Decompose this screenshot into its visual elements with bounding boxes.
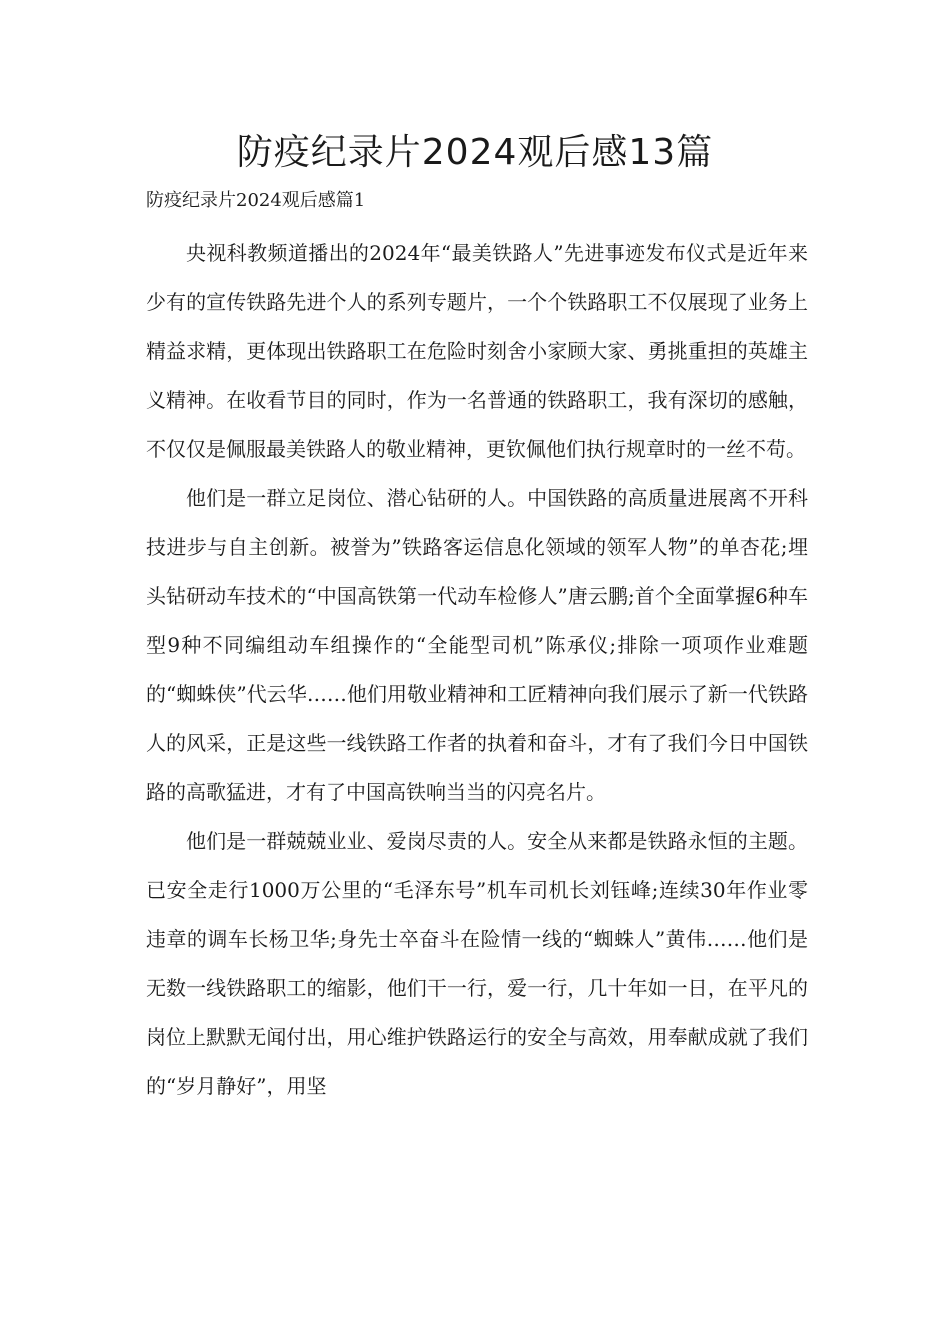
section-heading: 防疫纪录片2024观后感篇1 [146,190,366,211]
document-title: 防疫纪录片2024观后感13篇 [236,132,714,173]
paragraph: 他们是一群立足岗位、潜心钻研的人。中国铁路的高质量进展离不开科技进步与自主创新。被誉为”铁路客运信息化领域的领军人物”的单杏花;埋头钻研动车技术的“中国高铁第一代动车检修人”唐云鹏;首个全面掌握6种车型9种不同编组动车组操作的“全能型司机”陈承仪;排除一项项作业难题的“蜘蛛侠”代云华……他们用敬业精神和工匠精神向我们展示了新一代铁路人的风采，正是这些一线铁路工作者的执着和奋斗，才有了我们今日中国铁路的高歌猛进，才有了中国高铁响当当的闪亮名片。 [146,486,808,804]
paragraph: 他们是一群兢兢业业、爱岗尽责的人。安全从来都是铁路永恒的主题。已安全走行1000万公里的“毛泽东号”机车司机长刘钰峰;连续30年作业零违章的调车长杨卫华;身先士卒奋斗在险情一线的“蜘蛛人”黄伟……他们是无数一线铁路职工的缩影，他们干一行，爱一行，几十年如一日，在平凡的岗位上默默无闻付出，用心维护铁路运行的安全与高效，用奉献成就了我们的“岁月静好”，用坚 [146,829,808,1098]
document-body [146,229,808,1111]
paragraph: 央视科教频道播出的2024年“最美铁路人”先进事迹发布仪式是近年来少有的宣传铁路先进个人的系列专题片，一个个铁路职工不仅展现了业务上精益求精，更体现出铁路职工在危险时刻舍小家顾大家、勇挑重担的英雄主义精神。在收看节目的同时，作为一名普通的铁路职工，我有深切的感触，不仅仅是佩服最美铁路人的敬业精神，更钦佩他们执行规章时的一丝不苟。 [146,241,808,461]
